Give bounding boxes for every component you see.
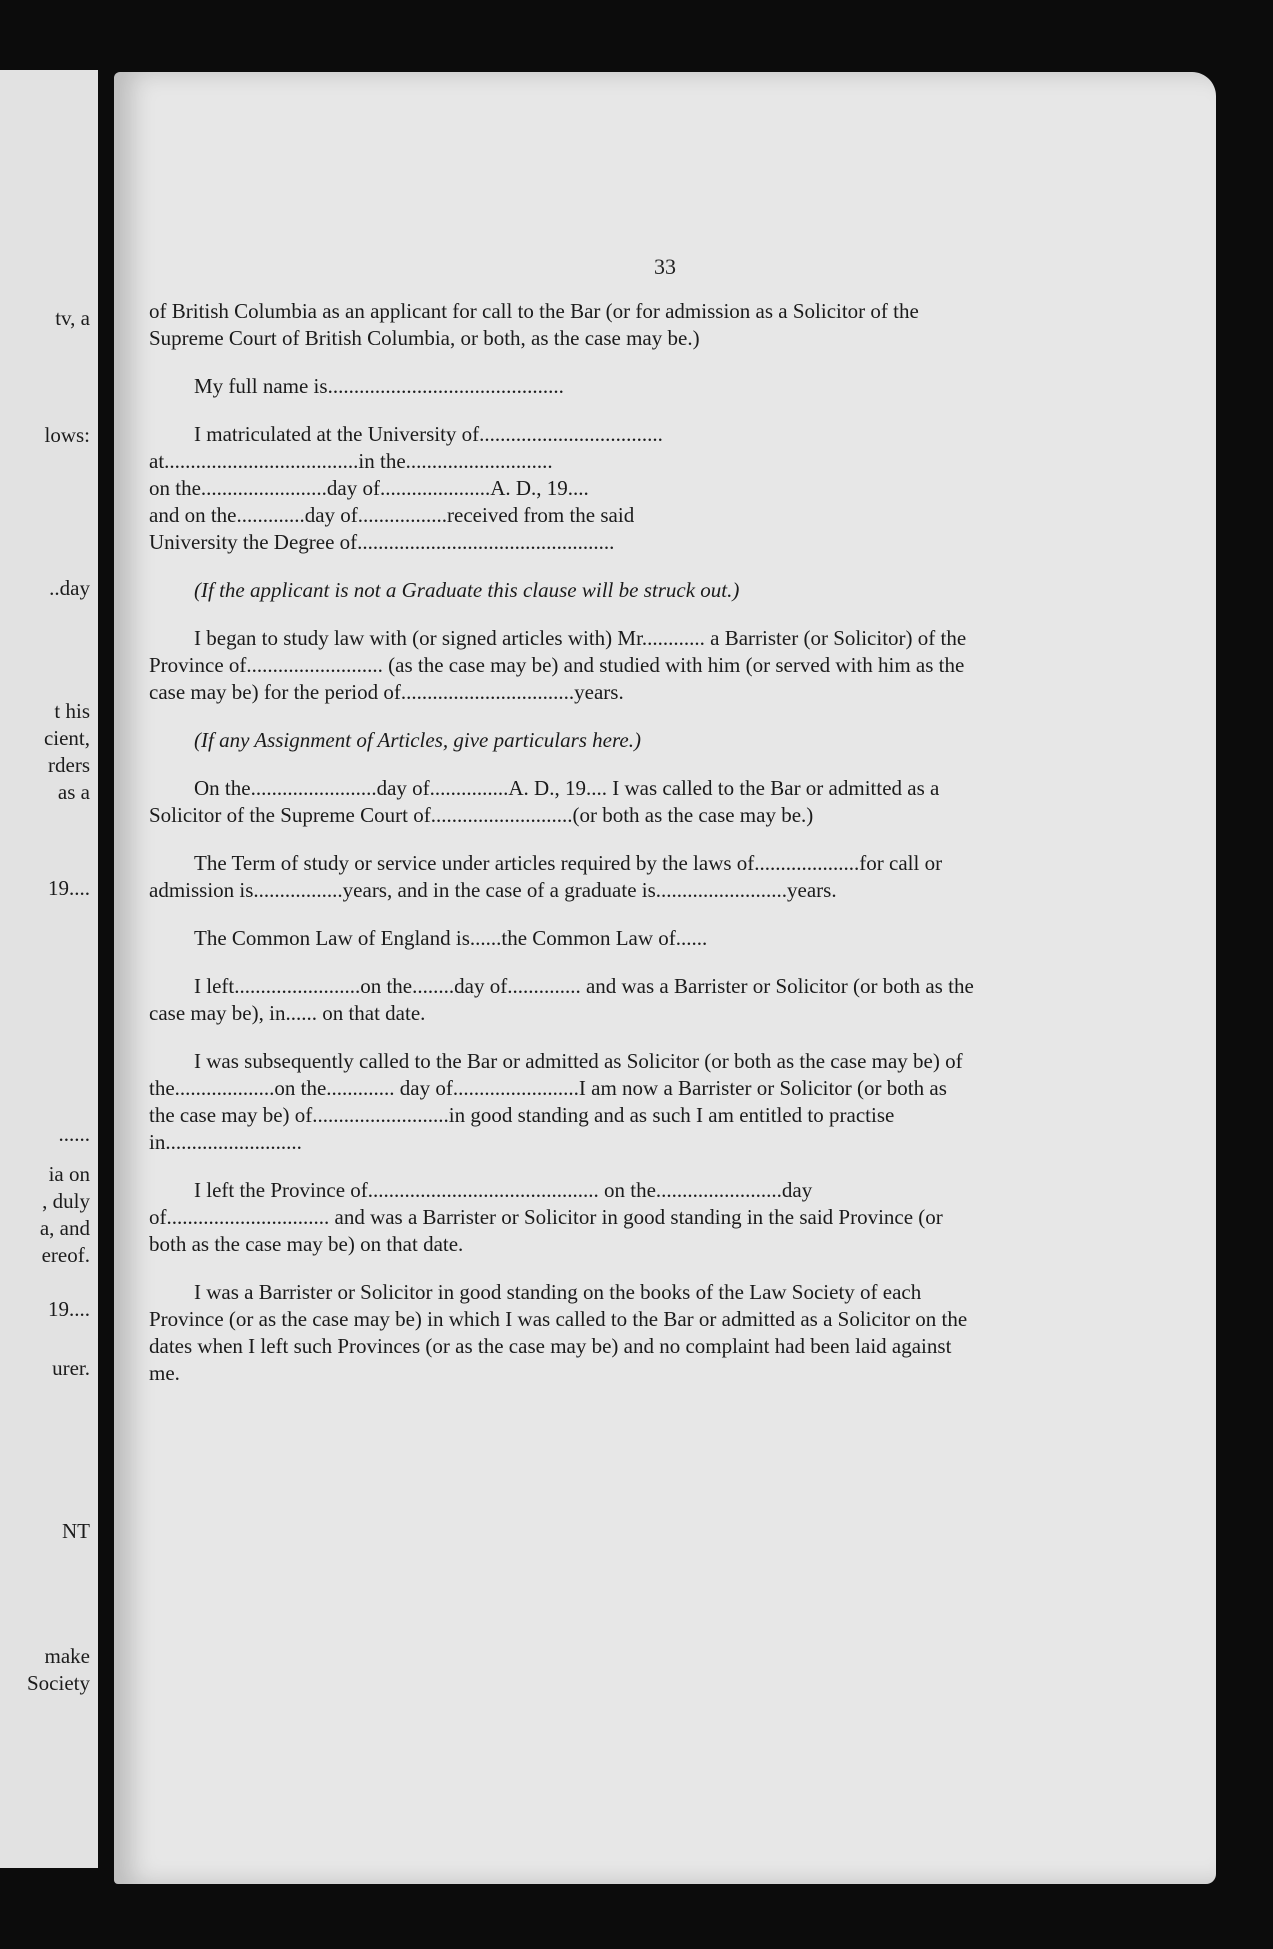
term-of-study-paragraph: The Term of study or service under articles required by the laws of....................for call or admission is.................years, and in the case of a graduate is.........................years.	[149, 851, 943, 902]
facing-text-fragment: NT	[62, 1519, 90, 1543]
facing-text-fragment: ..day	[49, 576, 90, 600]
page-number: 33	[654, 254, 676, 279]
degree-date-line: and on the.............day of.................received from the said	[149, 503, 635, 527]
departure-paragraph: I left........................on the........day of.............. and was a Barrister or Solicitor (or both as the case may be), in...... on that date.	[149, 974, 974, 1025]
opening-paragraph: of British Columbia as an applicant for call to the Bar (or for admission as a Solicitor of the Supreme Court of British Columbia, or both, as the case may be.)	[149, 299, 919, 350]
facing-text-fragment: cient,	[43, 726, 90, 750]
facing-text-fragment: tv, a	[55, 306, 90, 330]
facing-text-fragment: t his	[54, 699, 90, 723]
call-to-bar-paragraph: On the........................day of...............A. D., 19.... I was called to the Bar or admitted as a Solicitor of the Supreme Court of...........................(or both as the case may be.)	[149, 776, 940, 827]
graduate-clause-note: (If the applicant is not a Graduate this clause will be struck out.)	[194, 578, 740, 602]
facing-text-fragment: as a	[57, 780, 90, 804]
facing-text-fragment: 19....	[48, 1297, 90, 1321]
degree-line: University the Degree of.................................................	[149, 530, 615, 554]
facing-text-fragment: ereof.	[41, 1243, 90, 1267]
left-province-paragraph: I left the Province of............................................ on the........................day of............................... and was a Barrister or Solicitor in good standing in the said Province (or both as the case may be) on that date.	[149, 1178, 943, 1256]
facing-text-fragment: lows:	[44, 423, 90, 447]
matriculation-line: I matriculated at the University of...................................	[194, 422, 663, 446]
facing-page-edge	[0, 70, 98, 1868]
facing-text-fragment: urer.	[52, 1356, 90, 1380]
good-standing-paragraph: I was a Barrister or Solicitor in good standing on the books of the Law Society of each Province (or as the case may be) in which I was called to the Bar or admitted as a Solicitor on the dates when I left such Provinces (or as the case may be) and no complaint had been laid against me.	[149, 1280, 968, 1385]
assignment-note: (If any Assignment of Articles, give particulars here.)	[194, 728, 641, 752]
page-body	[149, 298, 975, 1408]
subsequent-call-paragraph: I was subsequently called to the Bar or admitted as Solicitor (or both as the case may be) of the...................on the............. day of........................I am now a Barrister or Solicitor (or both as the case may be) of..........................in good standing and as such I am entitled to practise in..........................	[149, 1049, 963, 1154]
common-law-paragraph: The Common Law of England is......the Common Law of......	[194, 926, 708, 950]
facing-text-fragment: ......	[58, 1122, 90, 1146]
facing-text-fragment: make	[44, 1644, 90, 1668]
facing-text-fragment: Society	[27, 1671, 90, 1695]
matriculation-date-line: on the........................day of.....................A. D., 19....	[149, 476, 589, 500]
facing-text-fragment: ia on	[48, 1162, 90, 1186]
facing-text-fragment: 19....	[48, 876, 90, 900]
facing-text-fragment: a, and	[39, 1216, 90, 1240]
facing-text-fragment: , duly	[42, 1189, 90, 1213]
facing-text-fragment: rders	[48, 753, 90, 777]
articles-paragraph: I began to study law with (or signed articles with) Mr............ a Barrister (or Solicitor) of the Province of.......................... (as the case may be) and studied with him (or served with him as the case may be) for the period of.................................years.	[149, 626, 967, 704]
matriculation-place-line: at.....................................in the............................	[149, 449, 553, 473]
full-name-field: My full name is.............................................	[194, 374, 564, 398]
